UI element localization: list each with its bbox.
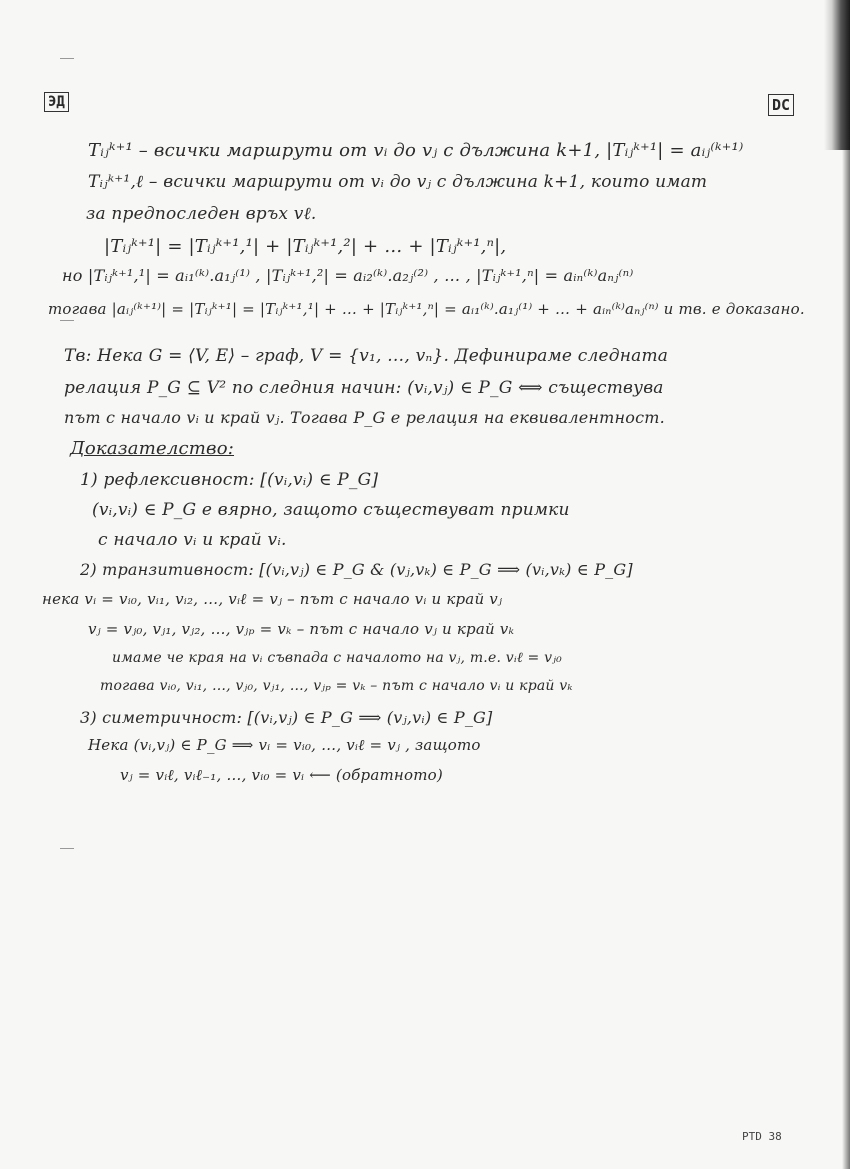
page-stamp-right: DC: [768, 94, 794, 116]
note-line: тогава |aᵢⱼ⁽ᵏ⁺¹⁾| = |Tᵢⱼᵏ⁺¹| = |Tᵢⱼᵏ⁺¹,¹| + … + |Tᵢⱼᵏ⁺¹,ⁿ| = aᵢ₁⁽ᵏ⁾.a₁ⱼ⁽¹⁾ + … + aᵢₙ⁽ᵏ⁾aₙⱼ⁽ⁿ⁾ и тв. е доказано.: [48, 300, 805, 318]
proof-line: нека vᵢ = vᵢ₀, vᵢ₁, vᵢ₂, …, vᵢℓ = vⱼ – път с начало vᵢ и край vⱼ: [42, 590, 503, 608]
note-line: за предпоследен връх vℓ.: [86, 204, 317, 224]
page-footer-code: РТD 38: [742, 1130, 782, 1143]
note-line: |Tᵢⱼᵏ⁺¹| = |Tᵢⱼᵏ⁺¹,¹| + |Tᵢⱼᵏ⁺¹,²| + … + |Tᵢⱼᵏ⁺¹,ⁿ|,: [104, 236, 507, 257]
note-line: Tᵢⱼᵏ⁺¹ – всички маршрути от vᵢ до vⱼ с дължина k+1, |Tᵢⱼᵏ⁺¹| = aᵢⱼ⁽ᵏ⁺¹⁾: [88, 140, 744, 161]
scan-edge-shadow: [824, 0, 850, 150]
proof-heading: Доказателство:: [70, 438, 235, 459]
statement-line: релация P_G ⊆ V² по следния начин: (vᵢ,vⱼ) ∈ P_G ⟺ съществува: [64, 378, 664, 398]
margin-mark: [60, 58, 74, 59]
note-line: Tᵢⱼᵏ⁺¹,ℓ – всички маршрути от vᵢ до vⱼ с дължина k+1, които имат: [88, 172, 708, 192]
margin-mark: [60, 848, 74, 849]
proof-line: 1) рефлексивност: [(vᵢ,vᵢ) ∈ P_G]: [80, 470, 379, 490]
page-stamp-left: ЭД: [44, 92, 69, 112]
proof-line: с начало vᵢ и край vᵢ.: [98, 530, 287, 550]
margin-mark: [60, 320, 74, 321]
proof-line: тогава vᵢ₀, vᵢ₁, …, vⱼ₀, vⱼ₁, …, vⱼₚ = vₖ – път с начало vᵢ и край vₖ: [100, 678, 573, 694]
note-line: но |Tᵢⱼᵏ⁺¹,¹| = aᵢ₁⁽ᵏ⁾.a₁ⱼ⁽¹⁾ , |Tᵢⱼᵏ⁺¹,²| = aᵢ₂⁽ᵏ⁾.a₂ⱼ⁽²⁾ , … , |Tᵢⱼᵏ⁺¹,ⁿ| = aᵢₙ⁽ᵏ⁾aₙⱼ⁽ⁿ⁾: [62, 266, 634, 285]
proof-line: 3) симетричност: [(vᵢ,vⱼ) ∈ P_G ⟹ (vⱼ,vᵢ) ∈ P_G]: [80, 708, 493, 727]
proof-line: Нека (vᵢ,vⱼ) ∈ P_G ⟹ vᵢ = vᵢ₀, …, vᵢℓ = vⱼ , защото: [88, 736, 481, 754]
proof-line: vⱼ = vᵢℓ, vᵢℓ₋₁, …, vᵢ₀ = vᵢ ⟵ (обратното): [120, 766, 443, 784]
proof-line: vⱼ = vⱼ₀, vⱼ₁, vⱼ₂, …, vⱼₚ = vₖ – път с начало vⱼ и край vₖ: [88, 620, 515, 638]
proof-line: (vᵢ,vᵢ) ∈ P_G е вярно, защото съществуват примки: [92, 500, 570, 520]
statement-line: Тв: Нека G = ⟨V, E⟩ – граф, V = {v₁, …, vₙ}. Дефинираме следната: [64, 346, 669, 366]
scan-edge-shadow: [842, 150, 850, 1169]
statement-line: път с начало vᵢ и край vⱼ. Тогава P_G е релация на еквивалентност.: [64, 408, 665, 427]
proof-line: имаме че края на vᵢ съвпада с началото на vⱼ, т.е. vᵢℓ = vⱼ₀: [112, 650, 562, 666]
proof-line: 2) транзитивност: [(vᵢ,vⱼ) ∈ P_G & (vⱼ,vₖ) ∈ P_G ⟹ (vᵢ,vₖ) ∈ P_G]: [80, 560, 633, 579]
